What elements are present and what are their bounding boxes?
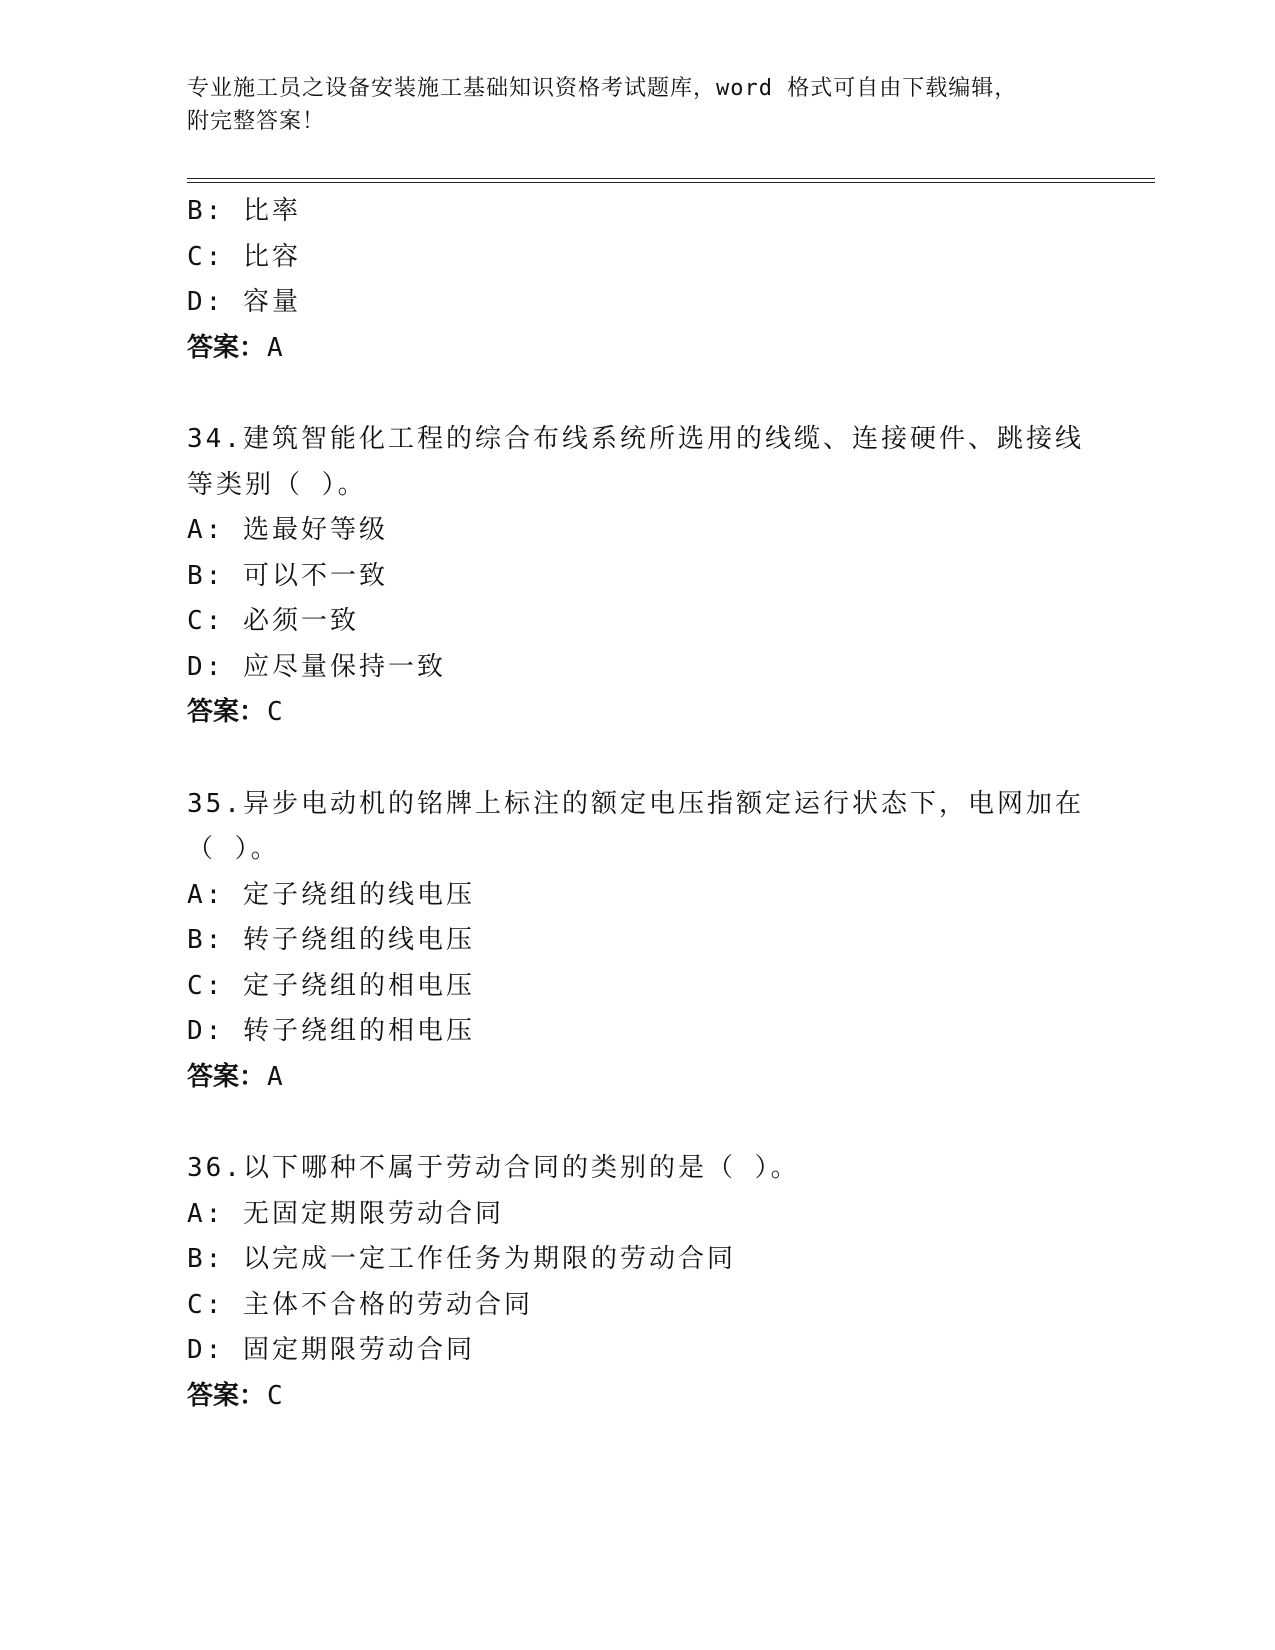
option-c: C: 比容 [187,241,301,272]
question-33-continued [187,189,1107,371]
question-35 [187,782,1107,1101]
option-d: D: 容量 [187,287,301,317]
question-stem-line-1: 35.异步电动机的铭牌上标注的额定电压指额定运行状态下，电网加在 [187,788,1084,819]
option-c: C: 定子绕组的相电压 [187,970,475,1001]
answer-line [187,1374,1107,1420]
question-stem-line-2: 等类别（ ）。 [187,469,367,500]
answer-label: 答案： [187,697,266,727]
answer-value: C [267,1380,283,1411]
option-c: C: 主体不合格的劳动合同 [187,1289,533,1320]
answer-line [187,1055,1107,1101]
option-a: A: 定子绕组的线电压 [187,879,475,910]
option-b: B: 比率 [187,196,301,226]
header-divider-bottom [187,182,1155,183]
answer-label: 答案： [187,332,266,363]
question-list [187,189,1107,1419]
option-c: C: 必须一致 [187,606,359,636]
option-d: D: 转子绕组的相电压 [187,1016,475,1046]
option-b: B: 可以不一致 [187,560,388,591]
answer-value: A [267,1061,283,1092]
answer-line [187,690,1107,736]
option-d: D: 固定期限劳动合同 [187,1335,475,1365]
answer-line [187,326,1107,372]
option-a: A: 无固定期限劳动合同 [187,1198,504,1229]
question-34 [187,417,1107,736]
header-line-1: 专业施工员之设备安装施工基础知识资格考试题库，word 格式可自由下载编辑， [187,76,1018,101]
answer-value: C [267,697,283,727]
question-stem-line-1: 34.建筑智能化工程的综合布线系统所选用的线缆、连接硬件、跳接线 [187,424,1084,454]
question-stem-line-1: 36.以下哪种不属于劳动合同的类别的是（ ）。 [187,1153,800,1183]
header-divider-top [187,178,1155,179]
option-b: B: 转子绕组的线电压 [187,925,475,955]
option-d: D: 应尽量保持一致 [187,651,446,682]
option-b: B: 以完成一定工作任务为期限的劳动合同 [187,1244,736,1274]
answer-label: 答案： [187,1061,266,1092]
option-a: A: 选最好等级 [187,515,388,545]
header-line-2: 附完整答案！ [187,109,326,134]
answer-value: A [267,332,283,363]
question-stem-line-2: （ ）。 [187,834,280,864]
answer-label: 答案： [187,1380,266,1411]
document-header [187,72,1087,138]
question-36 [187,1146,1107,1419]
